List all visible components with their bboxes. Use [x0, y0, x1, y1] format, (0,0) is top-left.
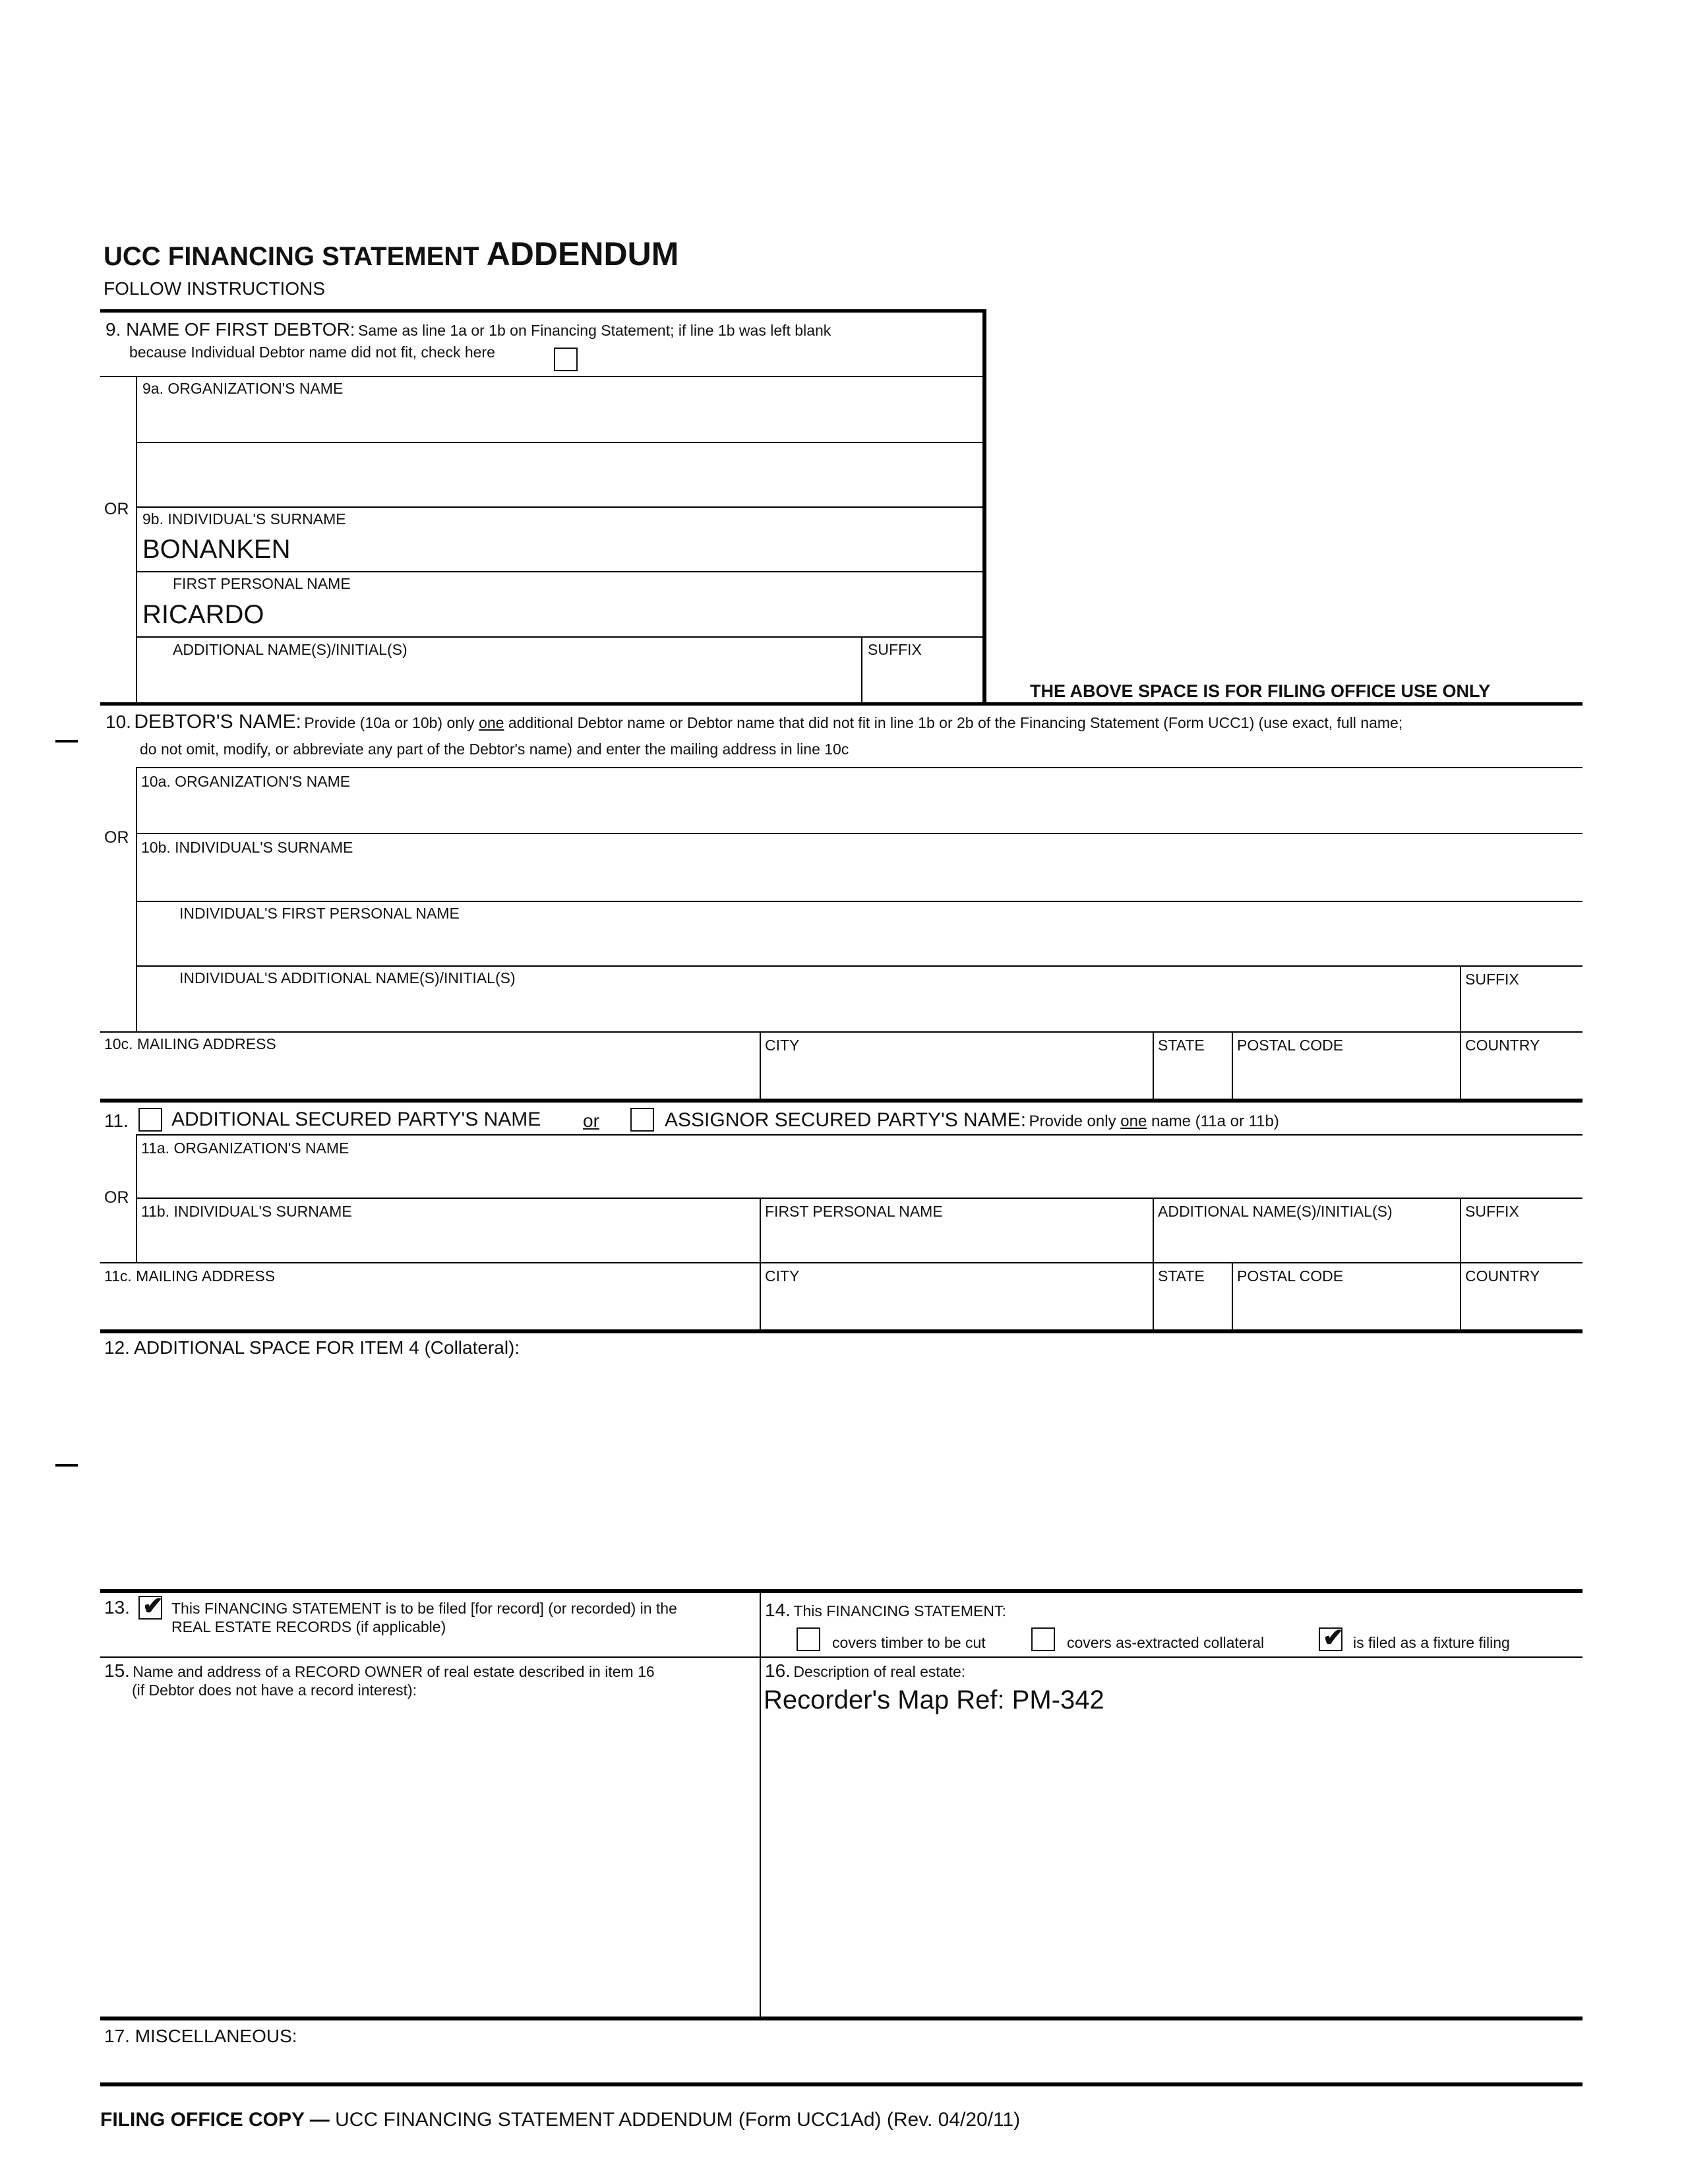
item14-timber-checkbox[interactable] [797, 1627, 820, 1651]
item13-checkbox[interactable]: ✔ [138, 1596, 162, 1620]
item9-instruction: Same as line 1a or 1b on Financing Statement; if line 1b was left blank [358, 322, 831, 339]
form-title-addendum: ADDENDUM [486, 235, 679, 272]
form-title-main: UCC FINANCING STATEMENT [104, 242, 487, 271]
item11-state-label: STATE [1158, 1267, 1205, 1285]
footer-rest: UCC FINANCING STATEMENT ADDENDUM (Form UCC1Ad) (Rev. 04/20/11) [335, 2109, 1021, 2131]
item9-first-name-value[interactable]: RICARDO [142, 600, 264, 629]
item15-header [104, 1660, 655, 1682]
item11-or: OR [104, 1188, 129, 1207]
filing-office-note: THE ABOVE SPACE IS FOR FILING OFFICE USE ONLY [1030, 681, 1491, 701]
item10-additional-names-label: INDIVIDUAL'S ADDITIONAL NAME(S)/INITIAL(S) [179, 969, 516, 986]
item9-or: OR [104, 500, 129, 518]
footer [100, 2109, 1020, 2131]
item14-header [765, 1600, 1006, 1621]
item10-or: OR [104, 828, 129, 847]
item11-provide: Provide only one name (11a or 11b) [1029, 1112, 1279, 1130]
item16-description-value[interactable]: Recorder's Map Ref: PM-342 [764, 1685, 1104, 1714]
item11-assignor [665, 1109, 1279, 1132]
item10-state-label: STATE [1158, 1037, 1205, 1054]
item10a-label: 10a. ORGANIZATION'S NAME [141, 773, 351, 790]
item11-additional-names-label: ADDITIONAL NAME(S)/INITIAL(S) [1158, 1203, 1393, 1220]
item11a-label: 11a. ORGANIZATION'S NAME [141, 1139, 349, 1157]
item13-num: 13. [104, 1597, 130, 1618]
item11-postal-label: POSTAL CODE [1237, 1267, 1344, 1285]
item10-instruction: Provide (10a or 10b) only one additional Debtor name or Debtor name that did not fit in line 1b or 2b of the Financing Statement (Form UCC1) (use exact, full name; [304, 714, 1403, 731]
item10-header [106, 711, 1402, 733]
item11-assignor-label: ASSIGNOR SECURED PARTY'S NAME: [665, 1109, 1027, 1131]
item14-fixture-checkbox[interactable]: ✔ [1319, 1627, 1342, 1651]
item11-suffix-label: SUFFIX [1465, 1203, 1519, 1220]
item9-first-name-label: FIRST PERSONAL NAME [173, 575, 351, 592]
item10-title: DEBTOR'S NAME: [134, 711, 301, 733]
item11-assignor-checkbox[interactable] [630, 1108, 654, 1132]
item14-as-extracted-label: covers as-extracted collateral [1067, 1634, 1265, 1651]
item11-num: 11. [104, 1110, 129, 1131]
item14-as-extracted-checkbox[interactable] [1031, 1627, 1055, 1651]
item10-first-name-label: INDIVIDUAL'S FIRST PERSONAL NAME [179, 905, 460, 922]
item10-city-label: CITY [765, 1037, 800, 1054]
item14-num: 14. [765, 1600, 791, 1620]
item11-additional-label: ADDITIONAL SECURED PARTY'S NAME [171, 1108, 541, 1130]
item15-line2: (if Debtor does not have a record interest): [132, 1682, 417, 1699]
margin-tick [55, 1464, 78, 1467]
item9-instruction-line2: because Individual Debtor name did not fit, check here [129, 344, 495, 361]
item9-additional-names-label: ADDITIONAL NAME(S)/INITIAL(S) [173, 641, 407, 658]
item10-postal-label: POSTAL CODE [1237, 1037, 1344, 1054]
item12-label: 12. ADDITIONAL SPACE FOR ITEM 4 (Collateral): [104, 1337, 520, 1358]
form-title [104, 235, 678, 273]
item14-timber-label: covers timber to be cut [832, 1634, 986, 1651]
item10-instruction-line2: do not omit, modify, or abbreviate any part of the Debtor's name) and enter the mailing address in line 10c [140, 741, 849, 758]
item11-city-label: CITY [765, 1267, 800, 1285]
item15-line1: Name and address of a RECORD OWNER of real estate described in item 16 [133, 1663, 655, 1680]
item10b-label: 10b. INDIVIDUAL'S SURNAME [141, 839, 353, 856]
item16-num: 16. [765, 1660, 791, 1681]
item9-checkbox[interactable] [554, 348, 578, 371]
item10c-mailing-label: 10c. MAILING ADDRESS [104, 1035, 276, 1052]
item13-line2: REAL ESTATE RECORDS (if applicable) [171, 1618, 446, 1635]
item16-label: Description of real estate: [793, 1663, 966, 1680]
item10-country-label: COUNTRY [1465, 1037, 1540, 1054]
item10-suffix-label: SUFFIX [1465, 971, 1519, 988]
follow-instructions: FOLLOW INSTRUCTIONS [104, 278, 326, 299]
item16-header [765, 1660, 965, 1682]
item11-country-label: COUNTRY [1465, 1267, 1540, 1285]
item11b-label: 11b. INDIVIDUAL'S SURNAME [141, 1203, 352, 1220]
item11-additional-checkbox[interactable] [138, 1108, 162, 1132]
item13-line1: This FINANCING STATEMENT is to be filed [for record] (or recorded) in the [171, 1600, 677, 1617]
margin-tick [55, 740, 78, 743]
item15-num: 15. [104, 1660, 130, 1681]
item17-label: 17. MISCELLANEOUS: [104, 2026, 297, 2046]
item9-header [106, 319, 831, 340]
item9b-label: 9b. INDIVIDUAL'S SURNAME [142, 510, 346, 528]
item11c-mailing-label: 11c. MAILING ADDRESS [104, 1267, 276, 1285]
item9a-label: 9a. ORGANIZATION'S NAME [142, 380, 344, 397]
item9b-surname-value[interactable]: BONANKEN [142, 535, 291, 564]
item14-label: This FINANCING STATEMENT: [793, 1602, 1006, 1620]
item9-label: 9. NAME OF FIRST DEBTOR: [106, 319, 355, 340]
footer-bold: FILING OFFICE COPY — [100, 2109, 336, 2131]
item10-num: 10. [106, 712, 131, 732]
item11-or-word: or [583, 1110, 599, 1131]
item14-fixture-label: is filed as a fixture filing [1353, 1634, 1510, 1651]
item11-first-name-label: FIRST PERSONAL NAME [765, 1203, 943, 1220]
item9-suffix-label: SUFFIX [868, 641, 922, 658]
